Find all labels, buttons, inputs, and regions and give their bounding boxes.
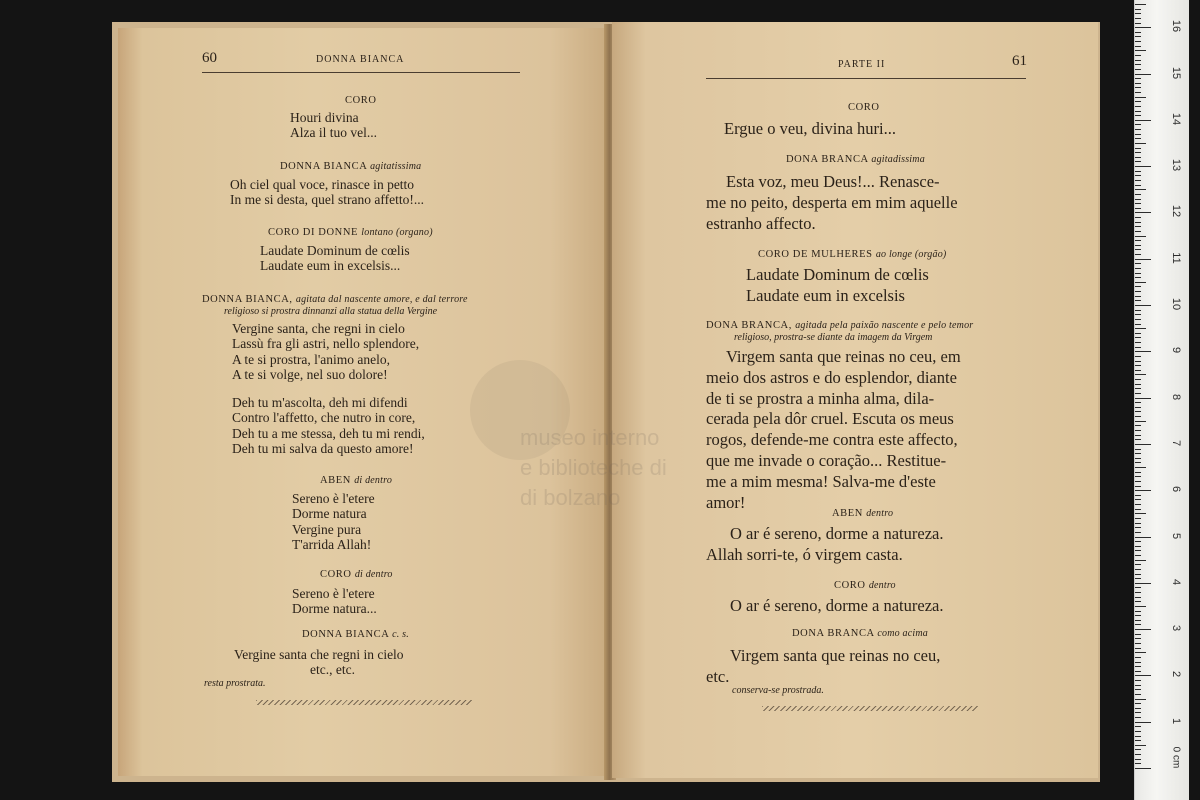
ruler-tick	[1135, 41, 1141, 42]
ruler-tick	[1135, 351, 1151, 352]
verse: O ar é sereno, dorme a natureza. Allah sorri-te, ó virgem casta.	[706, 524, 944, 564]
ruler-tick	[1135, 161, 1141, 162]
ruler-number: 14	[1170, 112, 1182, 125]
ruler-tick	[1135, 97, 1146, 98]
ruler-tick	[1135, 203, 1141, 204]
ruler-tick	[1135, 652, 1146, 653]
ruler-tick	[1135, 513, 1146, 514]
ruler-tick	[1135, 18, 1141, 19]
ruler-tick	[1135, 458, 1141, 459]
ruler-tick	[1135, 23, 1141, 24]
ruler-tick	[1135, 416, 1141, 417]
ruler-number: 2	[1170, 671, 1182, 678]
closing-direction: resta prostrata.	[204, 678, 266, 689]
ruler-tick	[1135, 578, 1141, 579]
ruler-tick	[1135, 120, 1151, 121]
ruler-tick	[1135, 370, 1141, 371]
ruler-tick	[1135, 194, 1141, 195]
ruler-tick	[1135, 504, 1141, 505]
ruler-tick	[1135, 472, 1141, 473]
ruler-tick	[1135, 379, 1141, 380]
ruler-number: 6	[1170, 486, 1182, 493]
verse: Sereno è l'etere Dorme natura Vergine pura T'arrida Allah!	[292, 491, 375, 553]
ruler-tick	[1135, 124, 1141, 125]
ruler-number: 4	[1170, 578, 1182, 585]
ruler-number: 11	[1170, 251, 1182, 264]
ruler-tick	[1135, 699, 1146, 700]
ruler-tick	[1135, 768, 1151, 769]
ruler-tick	[1135, 671, 1141, 672]
ruler-tick	[1135, 222, 1141, 223]
speaker-label: DONNA BIANCA, agitata dal nascente amore, e dal terrore	[202, 294, 468, 305]
ruler-number: 16	[1170, 20, 1182, 33]
ruler-tick	[1135, 13, 1141, 14]
verse: Oh ciel qual voce, rinasce in petto In me si desta, quel strano affetto!...	[230, 177, 424, 208]
ruler-tick	[1135, 689, 1141, 690]
verse: Vergine santa, che regni in cielo Lassù fra gli astri, nello splendore, A te si prostra, l'animo anelo, A te si volge, nel suo dolore!	[232, 321, 420, 383]
ruler-tick	[1135, 263, 1141, 264]
ruler-tick	[1135, 444, 1151, 445]
verse: Sereno è l'etere Dorme natura...	[292, 586, 377, 617]
ruler-tick	[1135, 601, 1141, 602]
ruler-tick	[1135, 60, 1141, 61]
ruler-tick	[1135, 749, 1141, 750]
ruler-tick	[1135, 254, 1141, 255]
ruler-tick	[1135, 638, 1141, 639]
ruler-tick	[1135, 620, 1141, 621]
ruler-tick	[1135, 680, 1141, 681]
ruler-tick	[1135, 731, 1141, 732]
watermark-line: e biblioteche di	[520, 455, 667, 480]
ruler-tick	[1135, 36, 1141, 37]
closing-direction: conserva-se prostrada.	[732, 685, 824, 696]
header-rule	[706, 78, 1026, 79]
ruler-tick	[1135, 4, 1146, 5]
ruler-tick	[1135, 236, 1146, 237]
ruler-tick	[1135, 439, 1141, 440]
ruler-tick	[1135, 629, 1151, 630]
ruler-tick	[1135, 245, 1141, 246]
ruler-tick	[1135, 208, 1141, 209]
ruler-tick	[1135, 310, 1141, 311]
speaker-label: CORO DE MULHERES ao longe (orgão)	[758, 249, 947, 260]
ruler-tick	[1135, 115, 1141, 116]
ruler-tick	[1135, 532, 1141, 533]
ruler-tick	[1135, 259, 1151, 260]
speaker-label: ABEN di dentro	[320, 475, 393, 486]
ruler-tick	[1135, 430, 1141, 431]
ruler-tick	[1135, 745, 1146, 746]
watermark-line: museo interno	[520, 425, 660, 450]
speaker-label: CORO	[345, 95, 377, 106]
running-head: DONNA BIANCA	[316, 54, 405, 65]
ruler-number: 9	[1170, 347, 1182, 354]
speaker-label: DONNA BIANCA c. s.	[302, 629, 409, 640]
ruler-tick	[1135, 32, 1141, 33]
ruler-tick	[1135, 342, 1141, 343]
ruler-tick	[1135, 92, 1141, 93]
ruler-tick	[1135, 305, 1151, 306]
ruler-tick	[1135, 648, 1141, 649]
ruler-tick	[1135, 523, 1141, 524]
ruler-tick	[1135, 268, 1141, 269]
ruler-tick	[1135, 592, 1141, 593]
ruler-tick	[1135, 527, 1141, 528]
ornamental-rule	[256, 700, 472, 705]
ruler-tick	[1135, 46, 1141, 47]
ruler-tick	[1135, 282, 1146, 283]
ruler-tick	[1135, 467, 1146, 468]
ruler-tick	[1135, 495, 1141, 496]
ruler-tick	[1135, 703, 1141, 704]
ruler-tick	[1135, 300, 1141, 301]
ruler-tick	[1135, 134, 1141, 135]
speaker-label: DONA BRANCA, agitada pela paixão nascente e pelo temor	[706, 320, 974, 331]
ruler-tick	[1135, 217, 1141, 218]
ruler-tick	[1135, 509, 1141, 510]
ruler-tick	[1135, 231, 1141, 232]
ruler-tick	[1135, 421, 1146, 422]
ruler-tick	[1135, 111, 1141, 112]
ruler-tick	[1135, 101, 1141, 102]
ruler-tick	[1135, 537, 1151, 538]
ruler-number: 15	[1170, 66, 1182, 79]
ruler-tick	[1135, 148, 1141, 149]
ruler-tick	[1135, 564, 1141, 565]
ruler-tick	[1135, 518, 1141, 519]
ruler-tick	[1135, 78, 1141, 79]
ruler-tick	[1135, 411, 1141, 412]
verse: Houri divina Alza il tuo vel...	[290, 110, 377, 141]
ruler-tick	[1135, 240, 1141, 241]
ruler-tick	[1135, 175, 1141, 176]
verse: Ergue o veu, divina huri...	[724, 119, 896, 138]
ruler-tick	[1135, 555, 1141, 556]
ruler-tick	[1135, 319, 1141, 320]
ruler-tick	[1135, 722, 1151, 723]
ruler-tick	[1135, 550, 1141, 551]
ruler-tick	[1135, 64, 1141, 65]
ruler-tick	[1135, 356, 1141, 357]
ruler-tick	[1135, 129, 1141, 130]
ruler-tick	[1135, 425, 1141, 426]
measuring-ruler	[1134, 0, 1189, 800]
ruler-tick	[1135, 106, 1141, 107]
verse: Esta voz, meu Deus!... Renasce- me no peito, desperta em mim aquelle estranho affecto.	[706, 172, 958, 233]
ruler-tick	[1135, 249, 1141, 250]
ruler-number: 7	[1170, 439, 1182, 446]
ruler-tick	[1135, 685, 1141, 686]
ruler-tick	[1135, 402, 1141, 403]
ruler-tick	[1135, 374, 1146, 375]
ruler-tick	[1135, 180, 1141, 181]
speaker-label: DONA BRANCA como acima	[792, 628, 928, 639]
ruler-tick	[1135, 384, 1141, 385]
ruler-tick	[1135, 662, 1141, 663]
speaker-label: DONNA BIANCA agitatissima	[280, 161, 422, 172]
ruler-tick	[1135, 273, 1141, 274]
ruler-tick	[1135, 347, 1141, 348]
ruler-tick	[1135, 361, 1141, 362]
ruler-tick	[1135, 657, 1141, 658]
ruler-tick	[1135, 435, 1141, 436]
ruler-tick	[1135, 333, 1141, 334]
ruler-tick	[1135, 157, 1141, 158]
ruler-tick	[1135, 675, 1151, 676]
verse: Laudate Dominum de cœlis Laudate eum in excelsis	[746, 265, 929, 305]
right-page	[612, 22, 1098, 778]
ruler-number: 3	[1170, 625, 1182, 632]
speaker-label: DONA BRANCA agitadissima	[786, 154, 925, 165]
ruler-tick	[1135, 643, 1141, 644]
ruler-tick	[1135, 624, 1141, 625]
ruler-unit-label: 0 cm	[1170, 746, 1182, 769]
ruler-tick	[1135, 574, 1141, 575]
ruler-tick	[1135, 324, 1141, 325]
ruler-tick	[1135, 9, 1141, 10]
ruler-tick	[1135, 152, 1141, 153]
ruler-tick	[1135, 597, 1141, 598]
running-head: PARTE II	[838, 59, 886, 70]
ruler-number: 1	[1170, 717, 1182, 724]
ruler-number: 10	[1170, 297, 1182, 311]
ruler-tick	[1135, 587, 1141, 588]
verse: Vergine santa che regni in cielo etc., etc.	[234, 647, 404, 678]
ruler-tick	[1135, 569, 1141, 570]
ruler-tick	[1135, 754, 1141, 755]
ruler-tick	[1135, 486, 1141, 487]
ruler-tick	[1135, 55, 1141, 56]
ruler-tick	[1135, 398, 1151, 399]
ruler-tick	[1135, 717, 1141, 718]
ruler-tick	[1135, 462, 1141, 463]
ruler-tick	[1135, 212, 1151, 213]
ruler-number: 13	[1170, 158, 1182, 172]
page-number: 60	[202, 50, 217, 66]
ruler-tick	[1135, 449, 1141, 450]
verse: Virgem santa que reinas no ceu, etc.	[706, 646, 941, 686]
ruler-tick	[1135, 388, 1141, 389]
ruler-number: 8	[1170, 393, 1182, 400]
ruler-tick	[1135, 166, 1151, 167]
ruler-number: 5	[1170, 532, 1182, 539]
ruler-tick	[1135, 83, 1141, 84]
ruler-tick	[1135, 736, 1141, 737]
ruler-tick	[1135, 634, 1141, 635]
ruler-tick	[1135, 291, 1141, 292]
ruler-tick	[1135, 185, 1141, 186]
page-number: 61	[1012, 53, 1027, 69]
speaker-label: CORO dentro	[834, 580, 896, 591]
ruler-tick	[1135, 712, 1141, 713]
ornamental-rule	[762, 706, 978, 711]
ruler-tick	[1135, 74, 1151, 75]
verse: Deh tu m'ascolta, deh mi difendi Contro l'affetto, che nutro in core, Deh tu a me stessa, deh tu mi rendi, Deh tu mi salva da questo amore!	[232, 395, 425, 457]
ruler-tick	[1135, 27, 1151, 28]
ruler-tick	[1135, 50, 1146, 51]
ruler-tick	[1135, 708, 1141, 709]
ruler-tick	[1135, 666, 1141, 667]
ruler-tick	[1135, 296, 1141, 297]
ruler-tick	[1135, 69, 1141, 70]
stage-direction: religioso si prostra dinnanzi alla statua della Vergine	[224, 306, 438, 317]
ruler-tick	[1135, 541, 1141, 542]
speaker-label: CORO	[848, 102, 880, 113]
ruler-tick	[1135, 328, 1146, 329]
header-rule	[202, 72, 520, 73]
ruler-number: 12	[1170, 205, 1182, 218]
ruler-tick	[1135, 611, 1141, 612]
ruler-tick	[1135, 138, 1141, 139]
ruler-tick	[1135, 560, 1146, 561]
ruler-tick	[1135, 226, 1141, 227]
ruler-tick	[1135, 546, 1141, 547]
ruler-tick	[1135, 393, 1141, 394]
watermark-line: di bolzano	[520, 485, 621, 510]
ruler-tick	[1135, 407, 1141, 408]
speaker-label: CORO DI DONNE lontano (organo)	[268, 227, 433, 238]
ruler-tick	[1135, 314, 1141, 315]
ruler-tick	[1135, 740, 1141, 741]
ruler-tick	[1135, 615, 1141, 616]
ruler-tick	[1135, 490, 1151, 491]
ruler-tick	[1135, 143, 1146, 144]
stage-direction: religioso, prostra-se diante da imagem da Virgem	[734, 332, 933, 343]
verse: O ar é sereno, dorme a natureza.	[730, 596, 944, 615]
speaker-label: CORO di dentro	[320, 569, 393, 580]
verse: Laudate Dominum de cœlis Laudate eum in excelsis...	[260, 243, 410, 274]
ruler-tick	[1135, 189, 1146, 190]
ruler-tick	[1135, 476, 1141, 477]
ruler-tick	[1135, 694, 1141, 695]
ruler-tick	[1135, 481, 1141, 482]
ruler-tick	[1135, 453, 1141, 454]
ruler-tick	[1135, 365, 1141, 366]
ruler-tick	[1135, 606, 1146, 607]
ruler-tick	[1135, 171, 1141, 172]
ruler-tick	[1135, 726, 1141, 727]
speaker-label: ABEN dentro	[832, 508, 894, 519]
ruler-tick	[1135, 337, 1141, 338]
ruler-tick	[1135, 583, 1151, 584]
verse: Virgem santa que reinas no ceu, em meio dos astros e do esplendor, diante de ti se prostra a minha alma, dila- cerada pela dôr cruel. Escuta os meus rogos, defende-me contra este affecto, que me invade o coração... Restitue- me a mim mesma! Salva-me d'este amor!	[706, 347, 961, 512]
ruler-tick	[1135, 87, 1141, 88]
ruler-tick	[1135, 286, 1141, 287]
ruler-tick	[1135, 759, 1141, 760]
ruler-tick	[1135, 763, 1141, 764]
ruler-tick	[1135, 499, 1141, 500]
ruler-tick	[1135, 277, 1141, 278]
ruler-tick	[1135, 199, 1141, 200]
